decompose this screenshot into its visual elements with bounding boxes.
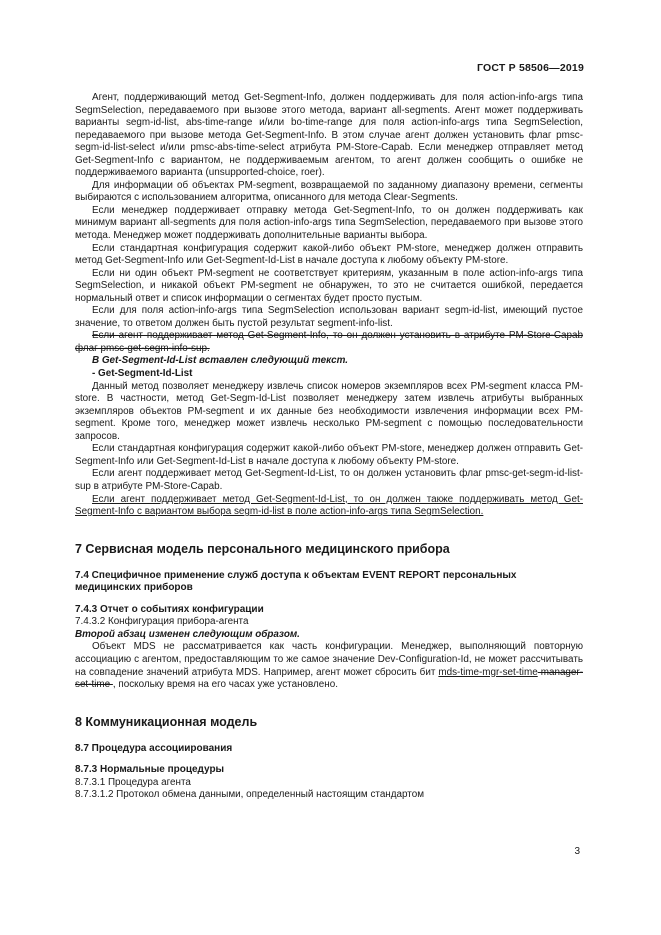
mds-text-end: , поскольку время на его часах уже установлено. <box>112 679 338 691</box>
subsection-7-4-3-title: 7.4.3 Отчет о событиях конфигурации <box>75 603 264 615</box>
underlined-paragraph-id-list-requirement: Если агент поддерживает метод Get-Segment-Id-List, то он должен также поддерживать метод Get-Segment-Info с вариантом выбора segm-id-list в поле action-info-args типа SegmSelection. <box>75 493 583 518</box>
mds-text-start: Объект MDS не рассматривается как часть конфигурации. Менеджер, выполняющий повторную ассоциацию с агентом, предоставляющим то же самое значение Dev-Configuration-Id, не может рассчитывать на совпадение значений атрибута MDS. Например, агент может сбросить бит <box>75 641 583 678</box>
subsection-8-7-3-1-2-title: 8.7.3.1.2 Протокол обмена данными, определенный настоящим стандартом <box>75 789 424 801</box>
paragraph-pm-segment-time-range: Для информации об объектах PM-segment, возвращаемой по заданному диапазону времени, сегменты выбираются с использованием алгоритма, описанного для метода Clear-Segments. <box>75 179 583 204</box>
paragraph-manager-get-segment-info: Если менеджер поддерживает отправку метода Get-Segment-Info, то он должен поддерживать как минимум вариант all-segments для поля action-info-args типа SegmSelection, передаваемого при вызове этого метода. Менеджер может поддерживать дополнительные варианты выбора. <box>75 204 583 242</box>
standard-code-header: ГОСТ Р 58506—2019 <box>476 62 584 74</box>
subsection-8-7-3-1-title: 8.7.3.1 Процедура агента <box>75 776 191 788</box>
insertion-note: В Get-Segment-Id-List вставлен следующий текст. <box>92 355 348 367</box>
subsection-7-4-3-2-title: 7.4.3.2 Конфигурация прибора-агента <box>75 616 249 628</box>
section-8-title: 8 Коммуникационная модель <box>75 714 258 729</box>
page-number: 3 <box>574 846 580 857</box>
struck-paragraph-get-segm-info-sup: Если агент поддерживает метод Get-Segment-Info, то он должен установить в атрибуте PM-Store-Capab флаг pmsc-get-segm-info-sup. <box>75 330 583 354</box>
paragraph-agent-get-segment-info: Агент, поддерживающий метод Get-Segment-Info, должен поддерживать для поля action-info-args типа SegmSelection, передаваемого при вызове этого метода, вариант all-segments. Агент может поддерживать варианты segm-id-list, abs-time-range и/или bo-time-range для поля action-info-args типа SegmSelection, передаваемого при вызове метода Get-Segment-Info. В этом случае агент должен установить флаг pmsc-segm-id-list-select и/или pmsc-abs-time-select атрибута PM-Store-Capab. Если менеджер отправляет метод Get-Segment-Info с вариантом, не поддерживаемым агентом, то агент должен сообщить о ошибке не поддерживаемого варианта (unsupported-choice, roer). <box>75 92 583 179</box>
paragraph-empty-segm-id-list: Если для поля action-info-args типа SegmSelection использован вариант segm-id-list, имеющий пустое значение, то ответом должен быть пустой результат segment-info-list. <box>75 305 583 329</box>
paragraph-no-pm-segment-match: Если ни один объект PM-segment не соответствует критериям, указанным в поле action-info-args типа SegmSelection, и никакой объект PM-segment не обнаружен, то это не считается ошибкой, передается нормальный ответ и список информации о сегментах будет просто пустым. <box>75 267 583 304</box>
subsection-7-4-title: 7.4 Специфичное применение служб доступа к объектам EVENT REPORT персональных медицинских приборов <box>75 569 517 594</box>
mds-struck-deletion: manager-set-time <box>75 666 583 691</box>
section-7-title: 7 Сервисная модель персонального медицинского прибора <box>75 541 450 556</box>
paragraph-mds-configuration <box>75 641 583 691</box>
method-heading-get-segment-id-list: - Get-Segment-Id-List <box>92 368 193 380</box>
subsection-8-7-3-title: 8.7.3 Нормальные процедуры <box>75 764 225 776</box>
paragraph-get-segment-id-list-description: Данный метод позволяет менеджеру извлечь список номеров экземпляров всех PM-segment класса PM-store. В частности, метод Get-Segm-Id-List позволяет менеджеру затем извлечь атрибуты выбранных экземпляров объектов PM-segment и их данные без необходимости извлечения информации всех PM-segment. Кроме того, менеджер может извлечь несколько PM-segment с помощью последовательности запросов. <box>75 380 583 442</box>
paragraph-agent-id-list-flag: Если агент поддерживает метод Get-Segment-Id-List, то он должен установить флаг pmsc-get-segm-id-list-sup в атрибуте PM-Store-Capab. <box>75 468 583 492</box>
mds-underlined-insert: mds-time-mgr-set-time <box>438 666 538 678</box>
page-content <box>75 92 583 802</box>
change-note: Второй абзац изменен следующим образом. <box>75 628 300 640</box>
subsection-8-7-title: 8.7 Процедура ассоциирования <box>75 742 233 754</box>
paragraph-standard-config-pm-store: Если стандартная конфигурация содержит какой-либо объект PM-store, менеджер должен отправить метод Get-Segment-Info или Get-Segment-Id-List в начале доступа к любому объекту PM-store. <box>75 242 583 267</box>
paragraph-standard-config-pm-store-2: Если стандартная конфигурация содержит какой-либо объект PM-store, менеджер должен отправить Get-Segment-Info или Get-Segment-Id-List в начале доступа к любому объекту PM-store. <box>75 443 583 467</box>
